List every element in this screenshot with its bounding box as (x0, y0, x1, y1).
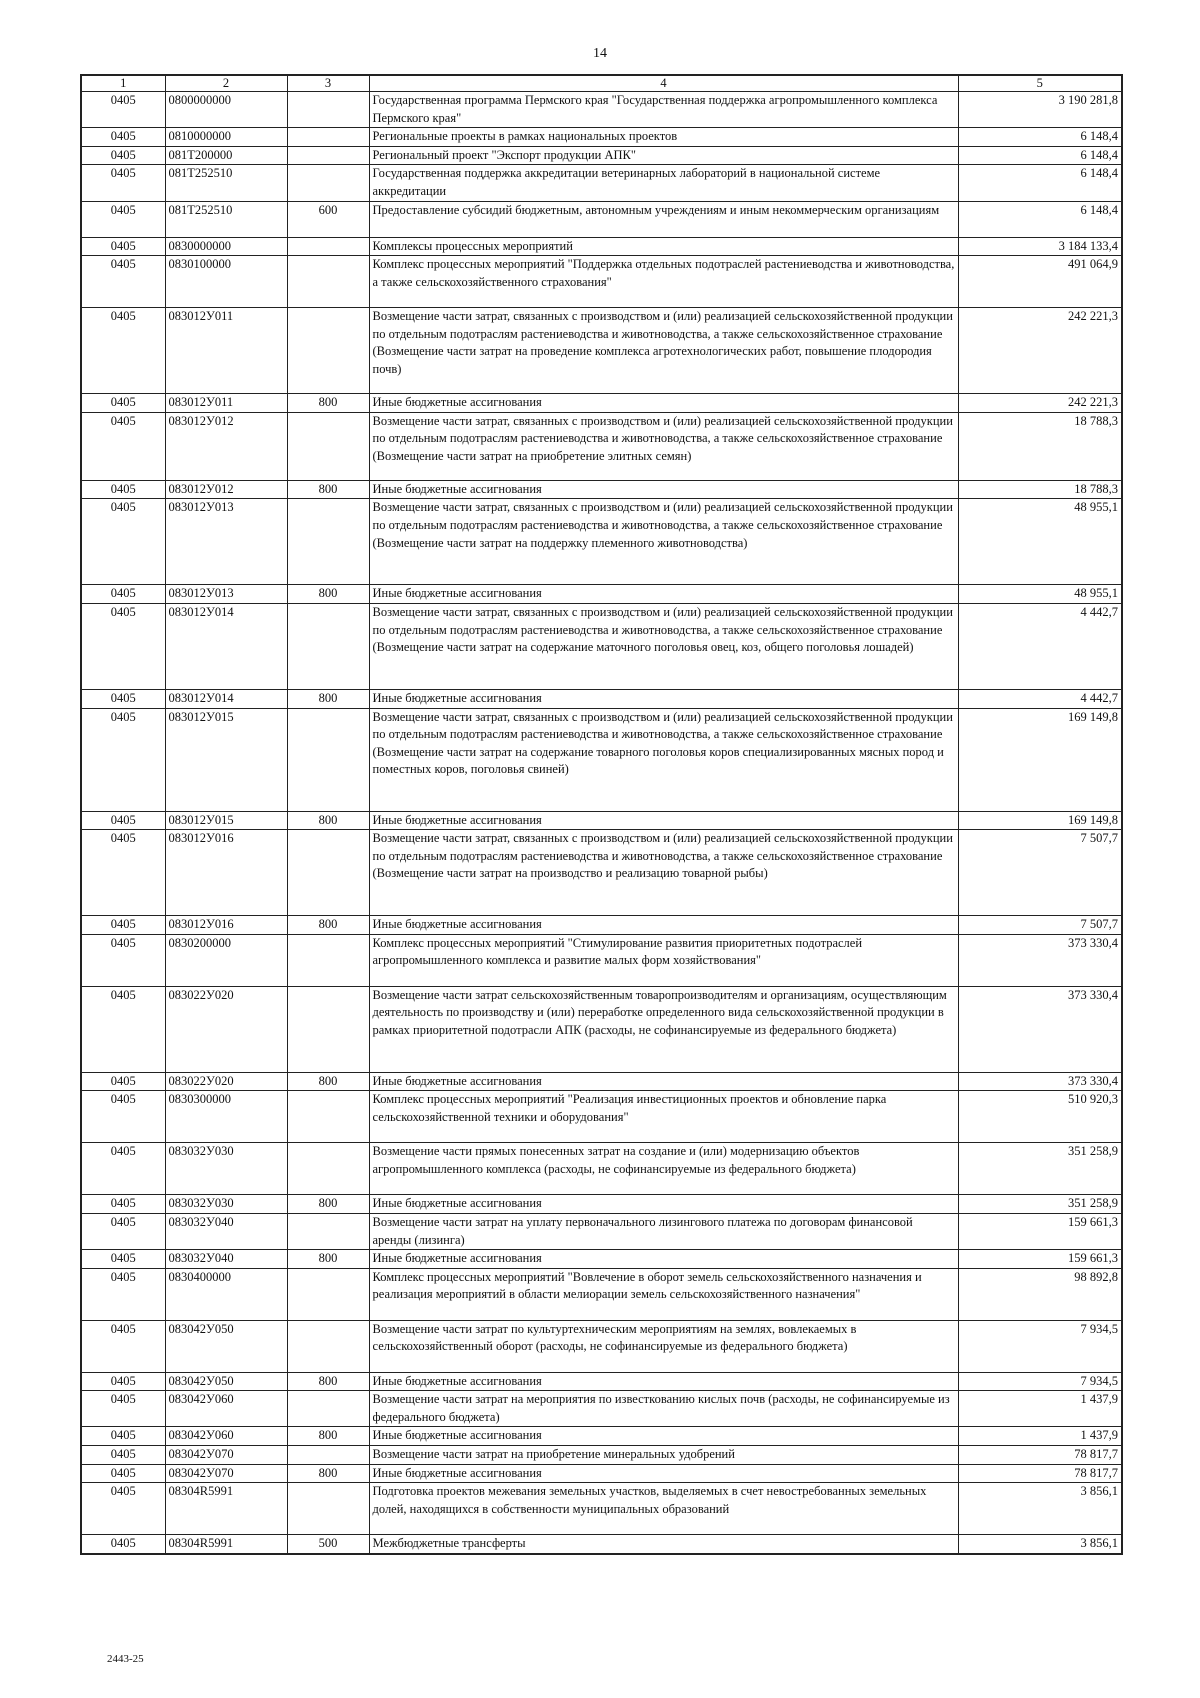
cell-section: 0405 (81, 1464, 165, 1483)
table-row (81, 256, 1122, 308)
cell-amount: 7 507,7 (958, 916, 1122, 935)
cell-amount: 7 934,5 (958, 1372, 1122, 1391)
table-row (81, 1320, 1122, 1372)
cell-section: 0405 (81, 585, 165, 604)
table-row (81, 201, 1122, 237)
table-row (81, 1483, 1122, 1535)
cell-expense-kind: 800 (287, 811, 369, 830)
table-row (81, 480, 1122, 499)
cell-name: Иные бюджетные ассигнования (369, 916, 958, 935)
header-col-3: 3 (287, 75, 369, 92)
cell-expense-kind (287, 986, 369, 1072)
cell-target-code: 083042У060 (165, 1427, 287, 1446)
cell-expense-kind (287, 1143, 369, 1195)
cell-section: 0405 (81, 934, 165, 986)
cell-name: Региональный проект "Экспорт продукции АПК" (369, 146, 958, 165)
cell-amount: 373 330,4 (958, 986, 1122, 1072)
cell-section: 0405 (81, 128, 165, 147)
cell-expense-kind (287, 146, 369, 165)
cell-section: 0405 (81, 165, 165, 201)
table-row (81, 1213, 1122, 1249)
cell-expense-kind: 800 (287, 916, 369, 935)
cell-target-code: 083012У011 (165, 394, 287, 413)
cell-section: 0405 (81, 603, 165, 689)
table-row (81, 128, 1122, 147)
cell-amount: 48 955,1 (958, 499, 1122, 585)
cell-name: Возмещение части затрат сельскохозяйственным товаропроизводителям и организациям, осуществляющим деятельность по производству и (или) переработке определенного вида сельскохозяйственной продукции в рамках приоритетной подотрасли АПК (расходы, не софинансируемые из федерального бюджета) (369, 986, 958, 1072)
cell-amount: 3 190 281,8 (958, 92, 1122, 128)
cell-amount: 7 934,5 (958, 1320, 1122, 1372)
cell-expense-kind: 800 (287, 1464, 369, 1483)
cell-target-code: 081Т252510 (165, 201, 287, 237)
cell-name: Возмещение части затрат на мероприятия по известкованию кислых почв (расходы, не софинансируемые из федерального бюджета) (369, 1391, 958, 1427)
cell-name: Возмещение части прямых понесенных затрат на создание и (или) модернизацию объектов агропромышленного комплекса (расходы, не софинансируемые из федерального бюджета) (369, 1143, 958, 1195)
table-row (81, 1464, 1122, 1483)
cell-expense-kind (287, 256, 369, 308)
cell-expense-kind (287, 412, 369, 480)
cell-name: Иные бюджетные ассигнования (369, 585, 958, 604)
cell-target-code: 0810000000 (165, 128, 287, 147)
header-col-4: 4 (369, 75, 958, 92)
table-row (81, 237, 1122, 256)
cell-section: 0405 (81, 1391, 165, 1427)
cell-expense-kind (287, 1091, 369, 1143)
cell-section: 0405 (81, 1213, 165, 1249)
table-row (81, 934, 1122, 986)
cell-section: 0405 (81, 146, 165, 165)
cell-target-code: 0830300000 (165, 1091, 287, 1143)
table-row (81, 1143, 1122, 1195)
cell-target-code: 083022У020 (165, 986, 287, 1072)
cell-name: Иные бюджетные ассигнования (369, 1072, 958, 1091)
cell-expense-kind (287, 499, 369, 585)
cell-name: Возмещение части затрат, связанных с производством и (или) реализацией сельскохозяйственной продукции по отдельным подотраслям растениеводства и животноводства, а также сельскохозяйственное страхование (Возмещение части затрат на содержание маточного поголовья овец, коз, общего поголовья лошадей) (369, 603, 958, 689)
cell-name: Иные бюджетные ассигнования (369, 1195, 958, 1214)
cell-amount: 242 221,3 (958, 394, 1122, 413)
table-row (81, 412, 1122, 480)
cell-target-code: 0830200000 (165, 934, 287, 986)
cell-amount: 6 148,4 (958, 146, 1122, 165)
cell-section: 0405 (81, 1268, 165, 1320)
cell-target-code: 083042У050 (165, 1320, 287, 1372)
page-number: 14 (593, 46, 607, 61)
cell-expense-kind (287, 165, 369, 201)
table-row (81, 830, 1122, 916)
cell-section: 0405 (81, 830, 165, 916)
table-row (81, 603, 1122, 689)
cell-name: Комплекс процессных мероприятий "Вовлечение в оборот земель сельскохозяйственного назначения и реализация мероприятий в области мелиорации земель сельскохозяйственного назначения" (369, 1268, 958, 1320)
cell-section: 0405 (81, 308, 165, 394)
cell-name: Комплекс процессных мероприятий "Реализация инвестиционных проектов и обновление парка сельскохозяйственной техники и оборудования" (369, 1091, 958, 1143)
cell-amount: 78 817,7 (958, 1464, 1122, 1483)
cell-expense-kind: 800 (287, 585, 369, 604)
cell-target-code: 0830100000 (165, 256, 287, 308)
cell-target-code: 083012У012 (165, 480, 287, 499)
cell-name: Возмещение части затрат на приобретение минеральных удобрений (369, 1446, 958, 1465)
cell-amount: 6 148,4 (958, 201, 1122, 237)
cell-target-code: 083012У014 (165, 603, 287, 689)
table-row (81, 1072, 1122, 1091)
budget-table (80, 74, 1123, 1555)
cell-name: Возмещение части затрат по культуртехническим мероприятиям на землях, вовлекаемых в сельскохозяйственный оборот (расходы, не софинансируемые из федерального бюджета) (369, 1320, 958, 1372)
cell-target-code: 083012У016 (165, 830, 287, 916)
cell-expense-kind (287, 1320, 369, 1372)
cell-name: Возмещение части затрат, связанных с производством и (или) реализацией сельскохозяйственной продукции по отдельным подотраслям растениеводства и животноводства, а также сельскохозяйственное страхование (Возмещение части затрат на приобретение элитных семян) (369, 412, 958, 480)
cell-expense-kind (287, 92, 369, 128)
table-row (81, 986, 1122, 1072)
cell-amount: 1 437,9 (958, 1427, 1122, 1446)
cell-expense-kind: 600 (287, 201, 369, 237)
cell-name: Иные бюджетные ассигнования (369, 1250, 958, 1269)
cell-section: 0405 (81, 1372, 165, 1391)
cell-amount: 3 184 133,4 (958, 237, 1122, 256)
cell-amount: 4 442,7 (958, 603, 1122, 689)
cell-amount: 159 661,3 (958, 1250, 1122, 1269)
table-row (81, 811, 1122, 830)
cell-amount: 373 330,4 (958, 934, 1122, 986)
table-header-row (81, 75, 1122, 92)
cell-name: Комплекс процессных мероприятий "Стимулирование развития приоритетных подотраслей агропромышленного комплекса и развитие малых форм хозяйствования" (369, 934, 958, 986)
table-row (81, 92, 1122, 128)
cell-name: Комплексы процессных мероприятий (369, 237, 958, 256)
cell-section: 0405 (81, 201, 165, 237)
cell-section: 0405 (81, 1195, 165, 1214)
cell-expense-kind: 800 (287, 1427, 369, 1446)
cell-section: 0405 (81, 256, 165, 308)
cell-amount: 98 892,8 (958, 1268, 1122, 1320)
cell-name: Иные бюджетные ассигнования (369, 1464, 958, 1483)
cell-expense-kind (287, 128, 369, 147)
cell-target-code: 081Т252510 (165, 165, 287, 201)
table-row (81, 585, 1122, 604)
cell-amount: 510 920,3 (958, 1091, 1122, 1143)
cell-amount: 491 064,9 (958, 256, 1122, 308)
cell-section: 0405 (81, 689, 165, 708)
cell-target-code: 083042У070 (165, 1464, 287, 1483)
cell-expense-kind: 800 (287, 1372, 369, 1391)
cell-amount: 3 856,1 (958, 1483, 1122, 1535)
cell-name: Иные бюджетные ассигнования (369, 811, 958, 830)
cell-expense-kind: 800 (287, 394, 369, 413)
table-row (81, 394, 1122, 413)
cell-section: 0405 (81, 811, 165, 830)
cell-amount: 373 330,4 (958, 1072, 1122, 1091)
cell-amount: 159 661,3 (958, 1213, 1122, 1249)
cell-amount: 169 149,8 (958, 811, 1122, 830)
cell-section: 0405 (81, 986, 165, 1072)
cell-name: Иные бюджетные ассигнования (369, 480, 958, 499)
table-row (81, 1091, 1122, 1143)
cell-name: Государственная поддержка аккредитации ветеринарных лабораторий в национальной системе аккредитации (369, 165, 958, 201)
cell-target-code: 083032У030 (165, 1143, 287, 1195)
cell-name: Возмещение части затрат на уплату первоначального лизингового платежа по договорам финансовой аренды (лизинга) (369, 1213, 958, 1249)
cell-expense-kind (287, 830, 369, 916)
cell-target-code: 083012У011 (165, 308, 287, 394)
cell-amount: 6 148,4 (958, 128, 1122, 147)
cell-target-code: 083012У015 (165, 708, 287, 811)
cell-name: Межбюджетные трансферты (369, 1535, 958, 1554)
cell-amount: 78 817,7 (958, 1446, 1122, 1465)
cell-expense-kind: 800 (287, 689, 369, 708)
cell-target-code: 083012У015 (165, 811, 287, 830)
cell-expense-kind (287, 1268, 369, 1320)
cell-target-code: 08304R5991 (165, 1483, 287, 1535)
cell-target-code: 083032У040 (165, 1250, 287, 1269)
cell-target-code: 0830400000 (165, 1268, 287, 1320)
cell-target-code: 083012У013 (165, 499, 287, 585)
cell-target-code: 083012У013 (165, 585, 287, 604)
cell-expense-kind: 500 (287, 1535, 369, 1554)
cell-section: 0405 (81, 1427, 165, 1446)
cell-expense-kind (287, 308, 369, 394)
cell-target-code: 081Т200000 (165, 146, 287, 165)
cell-expense-kind: 800 (287, 1250, 369, 1269)
cell-name: Иные бюджетные ассигнования (369, 689, 958, 708)
cell-name: Возмещение части затрат, связанных с производством и (или) реализацией сельскохозяйственной продукции по отдельным подотраслям растениеводства и животноводства, а также сельскохозяйственное страхование (Возмещение части затрат на поддержку племенного животноводства) (369, 499, 958, 585)
cell-amount: 242 221,3 (958, 308, 1122, 394)
table-row (81, 1372, 1122, 1391)
cell-expense-kind (287, 1446, 369, 1465)
cell-expense-kind (287, 1483, 369, 1535)
header-col-5: 5 (958, 75, 1122, 92)
document-code: 2443-25 (107, 1653, 144, 1665)
cell-section: 0405 (81, 1250, 165, 1269)
cell-target-code: 083032У030 (165, 1195, 287, 1214)
cell-section: 0405 (81, 412, 165, 480)
cell-amount: 1 437,9 (958, 1391, 1122, 1427)
cell-section: 0405 (81, 1091, 165, 1143)
cell-target-code: 0800000000 (165, 92, 287, 128)
table-row (81, 146, 1122, 165)
cell-name: Возмещение части затрат, связанных с производством и (или) реализацией сельскохозяйственной продукции по отдельным подотраслям растениеводства и животноводства, а также сельскохозяйственное страхование (Возмещение части затрат на проведение комплекса агротехнологических работ, повышение плодородия почв) (369, 308, 958, 394)
table-row (81, 1446, 1122, 1465)
cell-amount: 169 149,8 (958, 708, 1122, 811)
cell-target-code: 083022У020 (165, 1072, 287, 1091)
cell-section: 0405 (81, 1446, 165, 1465)
cell-name: Иные бюджетные ассигнования (369, 1427, 958, 1446)
cell-amount: 7 507,7 (958, 830, 1122, 916)
cell-section: 0405 (81, 394, 165, 413)
cell-target-code: 083012У014 (165, 689, 287, 708)
cell-section: 0405 (81, 237, 165, 256)
cell-expense-kind: 800 (287, 1072, 369, 1091)
header-col-1: 1 (81, 75, 165, 92)
table-row (81, 1427, 1122, 1446)
cell-expense-kind: 800 (287, 1195, 369, 1214)
cell-section: 0405 (81, 708, 165, 811)
cell-name: Подготовка проектов межевания земельных участков, выделяемых в счет невостребованных земельных долей, находящихся в собственности муниципальных образований (369, 1483, 958, 1535)
cell-target-code: 083012У016 (165, 916, 287, 935)
table-row (81, 1535, 1122, 1554)
cell-amount: 18 788,3 (958, 480, 1122, 499)
cell-expense-kind (287, 708, 369, 811)
cell-name: Иные бюджетные ассигнования (369, 394, 958, 413)
table-row (81, 1195, 1122, 1214)
cell-name: Возмещение части затрат, связанных с производством и (или) реализацией сельскохозяйственной продукции по отдельным подотраслям растениеводства и животноводства, а также сельскохозяйственное страхование (Возмещение части затрат на содержание товарного поголовья коров специализированных мясных пород и поместных коров, поголовья свиней) (369, 708, 958, 811)
cell-name: Предоставление субсидий бюджетным, автономным учреждениям и иным некоммерческим организациям (369, 201, 958, 237)
cell-expense-kind (287, 934, 369, 986)
cell-target-code: 0830000000 (165, 237, 287, 256)
cell-target-code: 08304R5991 (165, 1535, 287, 1554)
cell-target-code: 083032У040 (165, 1213, 287, 1249)
table-row (81, 1268, 1122, 1320)
cell-section: 0405 (81, 499, 165, 585)
cell-expense-kind (287, 1213, 369, 1249)
cell-expense-kind (287, 237, 369, 256)
cell-name: Иные бюджетные ассигнования (369, 1372, 958, 1391)
cell-target-code: 083042У060 (165, 1391, 287, 1427)
cell-section: 0405 (81, 916, 165, 935)
cell-name: Комплекс процессных мероприятий "Поддержка отдельных подотраслей растениеводства и животноводства, а также сельскохозяйственного страхования" (369, 256, 958, 308)
cell-section: 0405 (81, 1535, 165, 1554)
cell-target-code: 083012У012 (165, 412, 287, 480)
cell-expense-kind: 800 (287, 480, 369, 499)
cell-amount: 351 258,9 (958, 1195, 1122, 1214)
header-col-2: 2 (165, 75, 287, 92)
cell-name: Региональные проекты в рамках национальных проектов (369, 128, 958, 147)
cell-amount: 3 856,1 (958, 1535, 1122, 1554)
table-row (81, 1391, 1122, 1427)
table-row (81, 708, 1122, 811)
cell-amount: 351 258,9 (958, 1143, 1122, 1195)
cell-amount: 6 148,4 (958, 165, 1122, 201)
cell-expense-kind (287, 603, 369, 689)
cell-section: 0405 (81, 92, 165, 128)
cell-section: 0405 (81, 1143, 165, 1195)
cell-target-code: 083042У070 (165, 1446, 287, 1465)
cell-expense-kind (287, 1391, 369, 1427)
table-row (81, 499, 1122, 585)
cell-amount: 48 955,1 (958, 585, 1122, 604)
table-row (81, 165, 1122, 201)
table-row (81, 308, 1122, 394)
cell-section: 0405 (81, 1483, 165, 1535)
table-row (81, 916, 1122, 935)
cell-amount: 18 788,3 (958, 412, 1122, 480)
cell-target-code: 083042У050 (165, 1372, 287, 1391)
cell-name: Государственная программа Пермского края "Государственная поддержка агропромышленного комплекса Пермского края" (369, 92, 958, 128)
cell-section: 0405 (81, 1072, 165, 1091)
cell-amount: 4 442,7 (958, 689, 1122, 708)
table-row (81, 689, 1122, 708)
table-row (81, 1250, 1122, 1269)
cell-name: Возмещение части затрат, связанных с производством и (или) реализацией сельскохозяйственной продукции по отдельным подотраслям растениеводства и животноводства, а также сельскохозяйственное страхование (Возмещение части затрат на производство и реализацию товарной рыбы) (369, 830, 958, 916)
cell-section: 0405 (81, 480, 165, 499)
cell-section: 0405 (81, 1320, 165, 1372)
